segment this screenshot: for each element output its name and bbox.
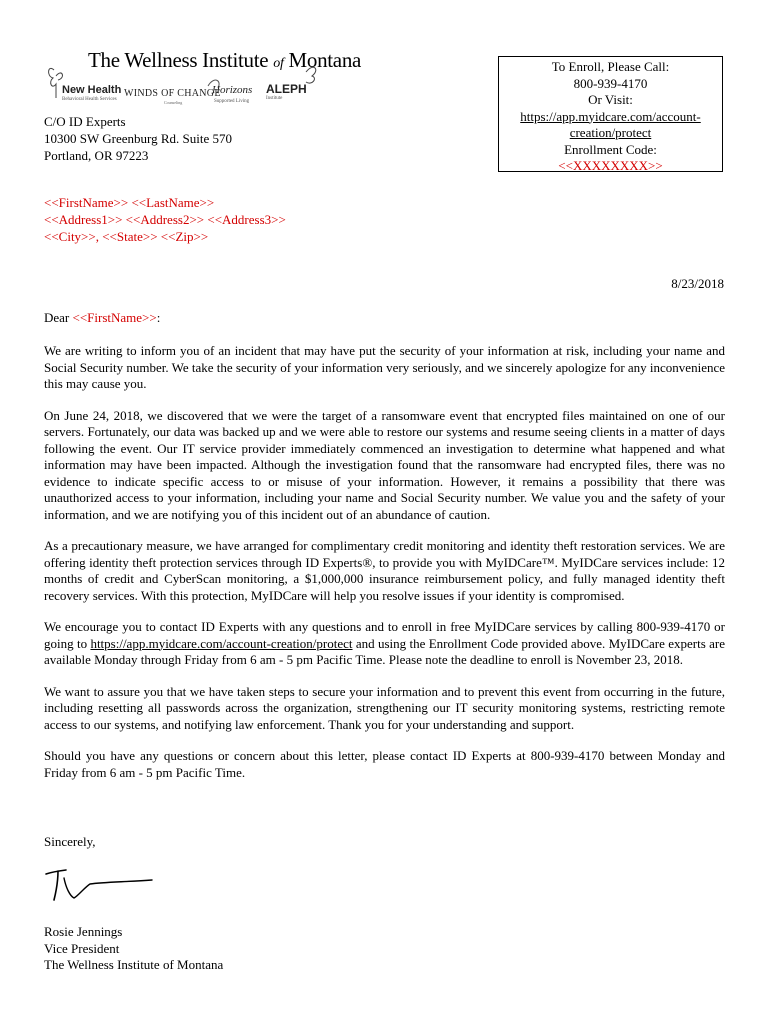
letter-body (44, 343, 725, 796)
paragraph-incident-details: On June 24, 2018, we discovered that we were the target of a ransomware event that encrypted files maintained on one of our servers. Fortunately, our data was backed up and we were able to restore our systems and resume seeing clients in a matter of days following the event. Our IT service provider immediately commenced an investigation to determine what happened and what information may have been impacted. Although the investigation found that the ransomware had encrypted files, there was no evidence to indicate specific access to or misuse of your information. However, it remains a possibility that there was unauthorized access to your information, including your name and Social Security number. We value you and the safety of your information, and we are notifying you of this incident out of an abundance of caution. (44, 407, 725, 522)
partner-logos (44, 62, 344, 110)
signer-name: Rosie Jennings (44, 924, 123, 939)
closing: Sincerely, (44, 834, 96, 849)
recipient-line-1: <<FirstName>> <<LastName>> (44, 195, 215, 210)
enroll-body-link[interactable]: https://app.myidcare.com/account-creation/protect (90, 635, 353, 651)
enroll-url-part-1: https://app.myidcare.com/account- (520, 108, 701, 124)
letterhead (44, 48, 362, 110)
signer-title: Vice President (44, 940, 120, 956)
enroll-call-label: To Enroll, Please Call: (551, 59, 670, 74)
sender-line-1: C/O ID Experts (44, 114, 126, 129)
letter-date: 8/23/2018 (671, 276, 724, 291)
signer-block (44, 924, 223, 974)
signer-org: The Wellness Institute of Montana (44, 957, 224, 972)
enroll-code-value: <<XXXXXXXX>> (558, 158, 663, 173)
enroll-url-part-2: creation/protect (569, 125, 652, 140)
winds-of-change-logo-sub: Counseling (164, 100, 183, 105)
enroll-visit-label: Or Visit: (588, 92, 633, 107)
letterhead-title-end: Montana (288, 48, 362, 72)
salutation (44, 310, 160, 326)
paragraph-contact: Should you have any questions or concern about this letter, please contact ID Experts at 800-939-4170 between Monday and Friday from 6 am - 5 pm Pacific Time. (44, 748, 725, 780)
paragraph-enroll (44, 619, 725, 669)
recipient-address (44, 194, 286, 245)
signature-image (44, 862, 164, 910)
enroll-code-label: Enrollment Code: (564, 141, 657, 157)
salutation-colon: : (156, 310, 161, 325)
letterhead-title-of: of (273, 56, 284, 71)
new-health-logo: New Health (62, 84, 122, 96)
salutation-dear: Dear (44, 310, 73, 325)
paragraph-enroll-after: and using the Enrollment Code provided above. MyIDCare experts are available Monday through Friday from 6 am - 5 pm Pacific Time. Please note the deadline to enroll is November 23, 2018. (44, 635, 725, 667)
enrollment-box (498, 56, 723, 172)
aleph-logo-sub: Institute (266, 96, 283, 101)
sender-address (44, 113, 232, 164)
salutation-name: <<FirstName>> (72, 310, 157, 325)
winds-of-change-logo: WINDS OF CHANGE (124, 88, 221, 99)
paragraph-assurance: We want to assure you that we have taken steps to secure your information and to prevent this event from occurring in the future, including resetting all passwords across the organization, strengthening our IT security monitoring systems, restricting remote access to our systems, and notifying law enforcement. Thank you for your understanding and support. (44, 683, 725, 732)
paragraph-enroll-before: We encourage you to contact ID Experts with any questions and to enroll in free MyIDCare services by calling 800-939-4170 or going to (44, 619, 725, 651)
aleph-logo: ALEPH (266, 82, 307, 96)
letterhead-title-main: The Wellness Institute (88, 48, 269, 72)
sender-line-3: Portland, OR 97223 (44, 148, 149, 163)
new-health-logo-sub: Behavioral Health Services (62, 97, 117, 102)
horizons-logo: Horizons (212, 84, 253, 96)
enroll-url-link[interactable] (520, 109, 701, 141)
recipient-line-3: <<City>>, <<State>> <<Zip>> (44, 229, 209, 244)
sender-line-2: 10300 SW Greenburg Rd. Suite 570 (44, 131, 233, 146)
enroll-phone: 800-939-4170 (573, 75, 648, 91)
horizons-logo-sub: Supported Living (214, 99, 250, 104)
paragraph-services: As a precautionary measure, we have arranged for complimentary credit monitoring and identity theft restoration services. We are offering identity theft protection services through ID Experts®, to provide you with MyIDCare™. MyIDCare services include: 12 months of credit and CyberScan monitoring, a $1,000,000 insurance reimbursement policy, and fully managed identity theft recovery services. With this protection, MyIDCare will help you resolve issues if your identity is compromised. (44, 538, 725, 603)
paragraph-incident-intro: We are writing to inform you of an incident that may have put the security of your information at risk, including your name and Social Security number. We take the security of your information very seriously, and we sincerely apologize for any inconvenience this may cause you. (44, 343, 725, 391)
recipient-line-2: <<Address1>> <<Address2>> <<Address3>> (44, 212, 286, 227)
